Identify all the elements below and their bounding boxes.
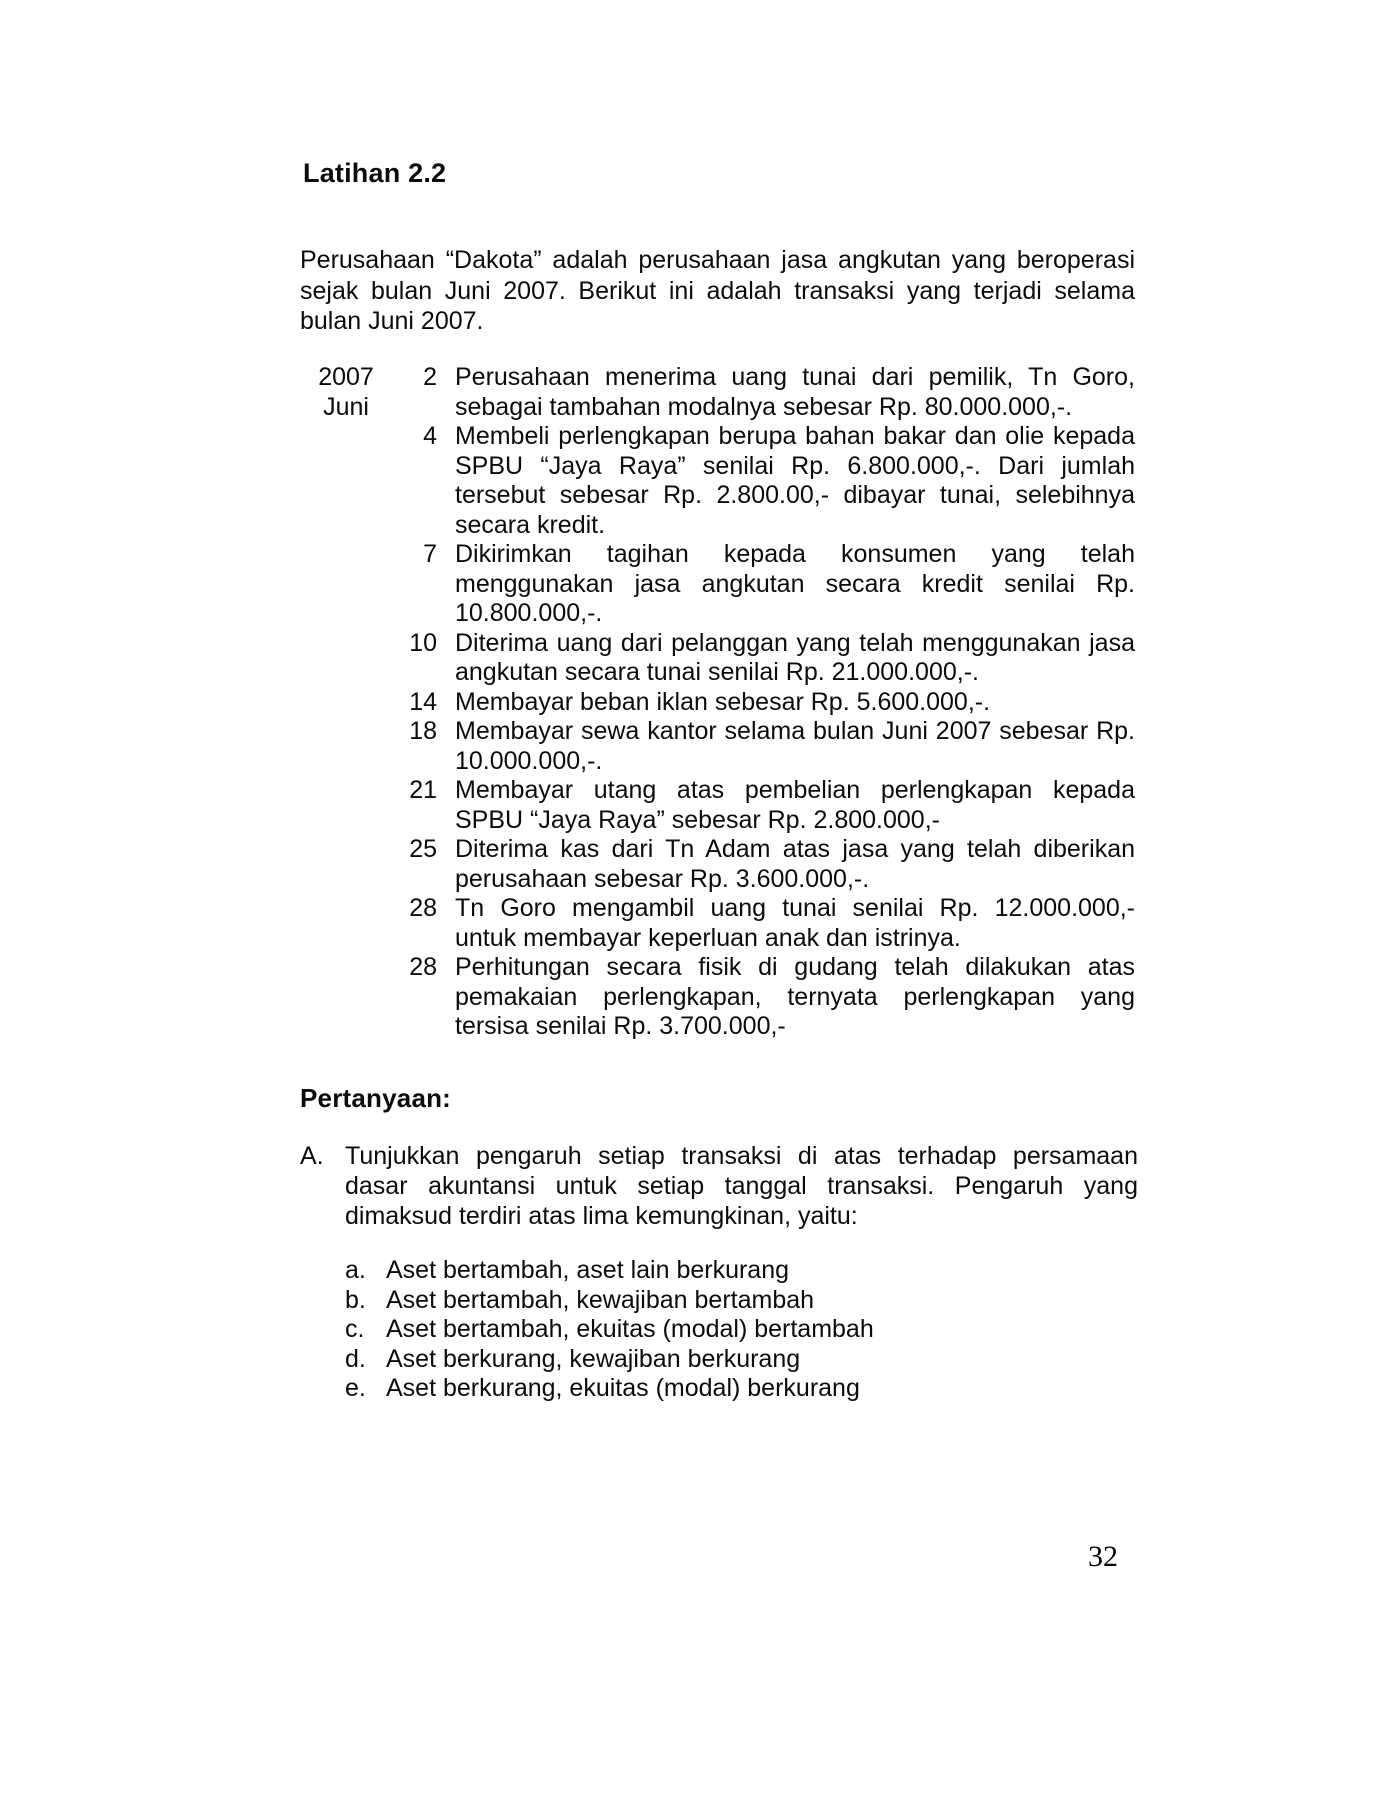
intro-paragraph: Perusahaan “Dakota” adalah perusahaan jasa angkutan yang beroperasi sejak bulan Juni 2007. Berikut ini adalah transaksi yang terjadi selama bulan Juni 2007. — [300, 246, 1135, 335]
transaction-row — [310, 953, 1140, 1042]
transaction-text: Membayar beban iklan sebesar Rp. 5.600.000,-. — [455, 687, 991, 716]
transactions-list — [310, 363, 1140, 1042]
option-label: d. — [345, 1344, 366, 1373]
option-label: c. — [345, 1315, 365, 1343]
transaction-row — [310, 776, 1140, 835]
question-a-text: Tunjukkan pengaruh setiap transaksi di atas terhadap persamaan dasar akuntansi untuk setiap tanggal transaksi. Pengaruh yang dimaksud terdiri atas lima kemungkinan, yaitu: — [345, 1142, 1138, 1230]
transaction-row — [310, 835, 1140, 894]
transaction-date: 28 — [409, 894, 437, 922]
option-text: Aset bertambah, ekuitas (modal) bertambah — [386, 1315, 874, 1343]
transaction-year-month — [310, 363, 382, 422]
option-label: e. — [345, 1374, 366, 1402]
option-item — [345, 1286, 874, 1316]
option-item — [345, 1374, 874, 1404]
transaction-row — [310, 894, 1140, 953]
options-list — [345, 1256, 874, 1404]
transaction-date: 18 — [409, 717, 437, 745]
transaction-row — [310, 717, 1140, 776]
option-text: Aset berkurang, ekuitas (modal) berkurang — [386, 1374, 860, 1402]
transaction-row — [310, 363, 1140, 422]
transaction-date: 10 — [409, 628, 437, 657]
transaction-text: Membayar utang atas pembelian perlengkapan kepada SPBU “Jaya Raya” sebesar Rp. 2.800.000,- — [455, 776, 1135, 834]
exercise-title: Latihan 2.2 — [303, 158, 447, 188]
transaction-date: 4 — [423, 422, 437, 450]
option-text: Aset bertambah, aset lain berkurang — [386, 1256, 790, 1284]
transaction-text: Membeli perlengkapan berupa bahan bakar dan olie kepada SPBU “Jaya Raya” senilai Rp. 6.800.000,-. Dari jumlah tersebut sebesar Rp. 2.800.00,- dibayar tunai, selebihnya secara kredit. — [455, 422, 1135, 539]
transaction-text: Tn Goro mengambil uang tunai senilai Rp. 12.000.000,- untuk membayar keperluan anak dan istrinya. — [455, 894, 1135, 952]
transaction-row — [310, 422, 1140, 540]
transaction-text: Diterima kas dari Tn Adam atas jasa yang telah diberikan perusahaan sebesar Rp. 3.600.000,-. — [455, 835, 1135, 893]
transaction-year: 2007 — [318, 363, 374, 391]
transaction-text: Perhitungan secara fisik di gudang telah dilakukan atas pemakaian perlengkapan, ternyata perlengkapan yang tersisa senilai Rp. 3.700.000,- — [455, 953, 1135, 1040]
transaction-date: 21 — [409, 776, 437, 804]
transaction-row — [310, 629, 1140, 688]
option-item — [345, 1256, 874, 1286]
transaction-text: Perusahaan menerima uang tunai dari pemilik, Tn Goro, sebagai tambahan modalnya sebesar Rp. 80.000.000,-. — [455, 363, 1135, 421]
questions-heading: Pertanyaan: — [300, 1083, 452, 1113]
transaction-text: Membayar sewa kantor selama bulan Juni 2007 sebesar Rp. 10.000.000,-. — [455, 717, 1135, 775]
transaction-row — [310, 688, 1140, 718]
option-text: Aset bertambah, kewajiban bertambah — [386, 1285, 815, 1314]
transaction-text: Diterima uang dari pelanggan yang telah menggunakan jasa angkutan secara tunai senilai Rp. 21.000.000,-. — [455, 628, 1135, 686]
transaction-date: 2 — [423, 363, 437, 391]
transaction-date: 14 — [409, 687, 437, 716]
transaction-text: Dikirimkan tagihan kepada konsumen yang telah menggunakan jasa angkutan secara kredit senilai Rp. 10.800.000,-. — [455, 540, 1135, 627]
option-text: Aset berkurang, kewajiban berkurang — [386, 1344, 801, 1373]
question-a — [300, 1141, 1138, 1231]
transaction-date: 7 — [423, 540, 437, 568]
transaction-month: Juni — [323, 392, 369, 421]
option-item — [345, 1345, 874, 1375]
page-number: 32 — [1088, 1540, 1118, 1573]
option-label: a. — [345, 1256, 366, 1284]
transaction-row — [310, 540, 1140, 629]
transaction-date: 28 — [409, 953, 437, 981]
transaction-date: 25 — [409, 835, 437, 863]
option-item — [345, 1315, 874, 1345]
question-a-label: A. — [300, 1142, 324, 1170]
option-label: b. — [345, 1285, 366, 1314]
